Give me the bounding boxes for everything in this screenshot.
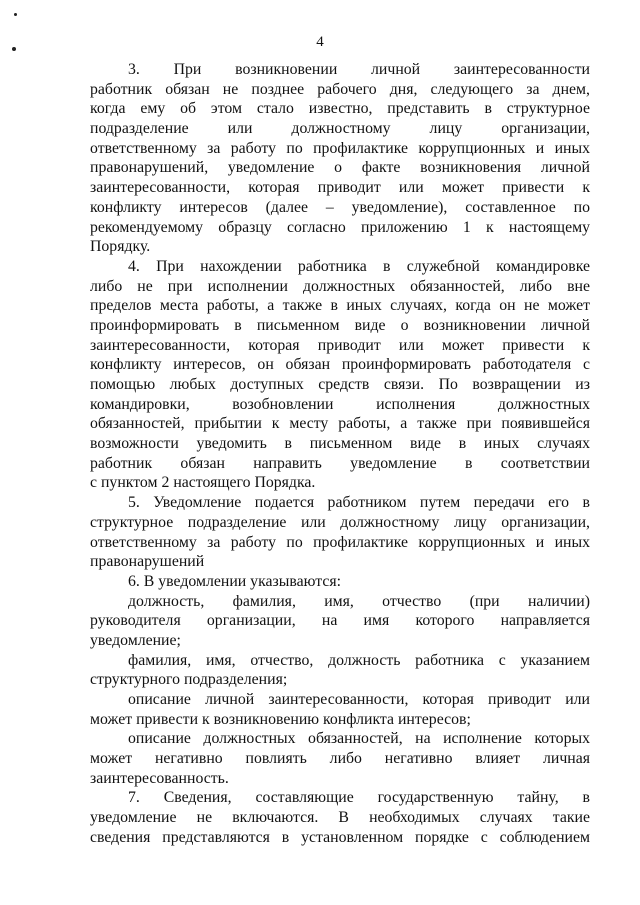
text-line: 6. В уведомлении указываются: [128,572,342,590]
text-line: командировки, возобновлении исполнения должностных [90,395,590,413]
text-line: Порядку. [90,238,151,256]
text-line: заинтересованности, которая приводит или может привести к [90,336,590,354]
text-line: пределов места работы, а также в иных случаях, когда он не может [90,297,590,315]
text-line: 5. Уведомление подается работником путем передачи его в [128,494,590,512]
text-line: правонарушений [90,553,205,571]
text-line: должность, фамилия, имя, отчество (при наличии) [128,592,590,610]
text-line: ответственному за работу по профилактике коррупционных и иных [90,139,590,157]
text-line: может привести к возникновению конфликта интересов; [90,710,471,728]
text-line: работник обязан не позднее рабочего дня, следующего за днем, [90,80,590,98]
page-number: 4 [316,34,324,50]
text-line: уведомление не включаются. В необходимых случаях такие [90,809,590,827]
text-line: когда ему об этом стало известно, представить в структурное [90,100,590,118]
text-line: помощью любых доступных средств связи. По возвращении из [90,376,590,393]
document-body [90,60,590,848]
text-line: конфликту интересов, он обязан проинформировать работодателя с [90,356,590,374]
text-line: уведомление; [90,631,181,649]
text-line: рекомендуемому образцу согласно приложению 1 к настоящему [90,218,590,236]
text-line: обязанностей, прибытии к месту работы, а также при появившейся [90,415,590,433]
text-line: либо не при исполнении должностных обязанностей, либо вне [90,277,590,295]
text-line: правонарушений, уведомление о факте возникновения личной [90,159,590,177]
text-line: структурное подразделение или должностному лицу организации, [90,513,590,531]
text-line: заинтересованности, которая приводит или может привести к [90,179,590,197]
text-line: руководителя организации, на имя которого направляется [90,612,590,630]
text-line: описание личной заинтересованности, которая приводит или [128,691,590,708]
text-line: заинтересованность. [90,769,229,787]
text-line: может негативно повлиять либо негативно влияет личная [90,750,590,768]
text-line: фамилия, имя, отчество, должность работника с указанием [128,651,590,669]
text-line: подразделение или должностному лицу организации, [90,120,590,138]
text-line: структурного подразделения; [90,671,288,689]
text-line: сведения представляются в установленном порядке с соблюдением [90,828,590,846]
text-line: проинформировать в письменном виде о возникновении личной [90,316,590,334]
text-line: возможности уведомить в письменном виде в иных случаях [90,435,590,453]
scan-speck [14,13,17,16]
text-line: с пунктом 2 настоящего Порядка. [90,474,316,492]
text-line: ответственному за работу по профилактике коррупционных и иных [90,533,590,551]
text-line: конфликту интересов (далее – уведомление), составленное по [90,198,590,216]
text-line: описание должностных обязанностей, на исполнение которых [128,730,590,748]
text-line: 4. При нахождении работника в служебной командировке [128,257,590,275]
text-line: работник обязан направить уведомление в соответствии [90,454,590,472]
text-line: 3. При возникновении личной заинтересованности [128,61,590,78]
text-line: 7. Сведения, составляющие государственную тайну, в [128,789,590,807]
